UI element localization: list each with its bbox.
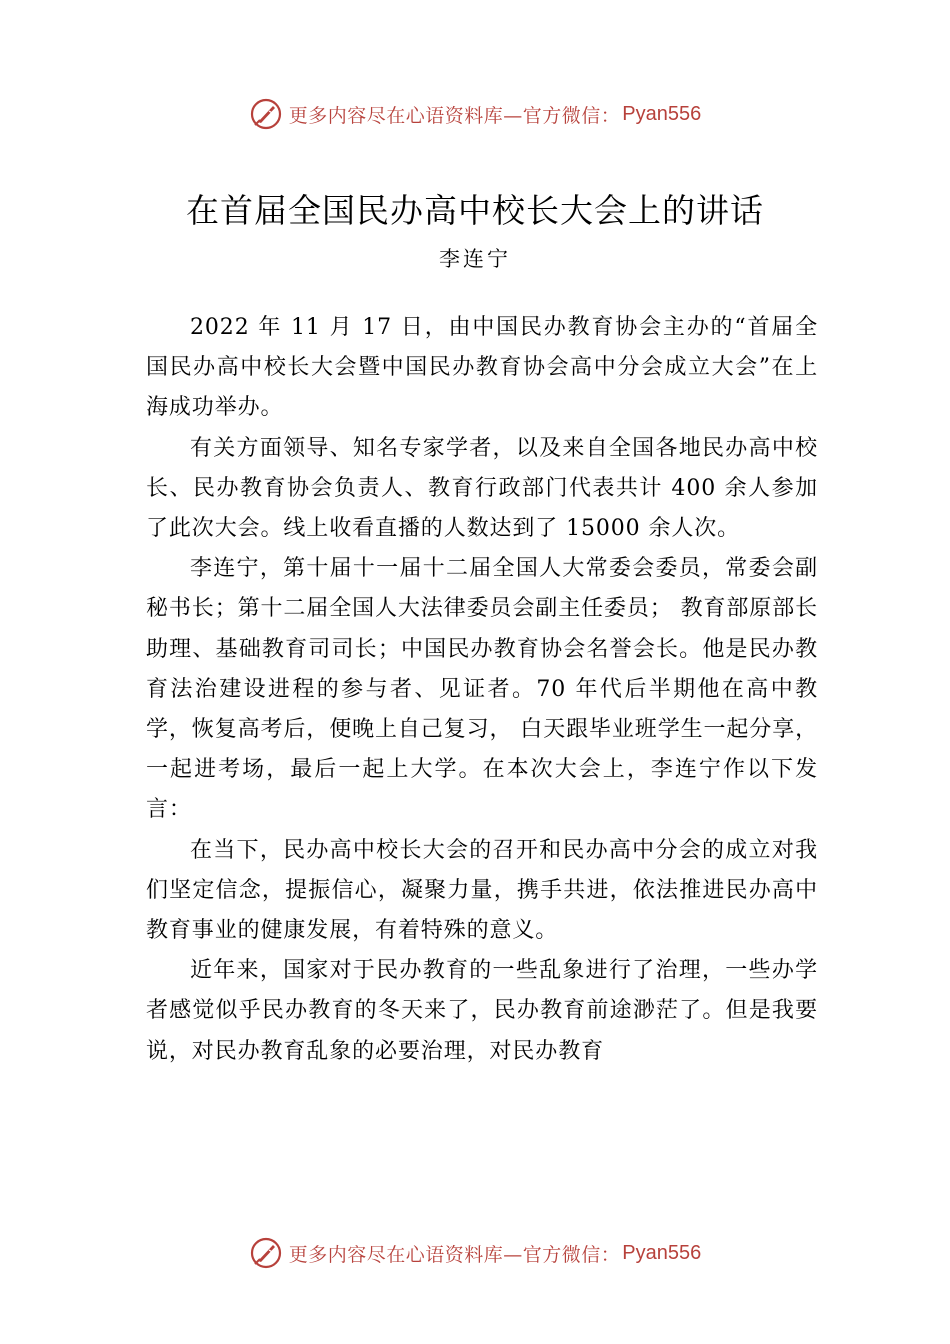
document-title: 在首届全国民办高中校长大会上的讲话 <box>186 191 764 230</box>
paragraph-4: 在当下，民办高中校长大会的召开和民办高中分会的成立对我们坚定信念，提振信心，凝聚力量，携手共进，依法推进民办高中教育事业的健康发展，有着特殊的意义。 <box>146 837 818 944</box>
paragraph-3: 李连宁，第十届十一届十二届全国人大常委会委员，常委会副秘书长；第十二届全国人大法律委员会副主任委员； 教育部原部长助理、基础教育司司长；中国民办教育协会名誉会长。他是民办教育法治建设进程的参与者、见证者。70 年代后半期他在高中教学，恢复高考后，便晚上自己复习， 白天跟毕业班学生一起分享，一起进考场，最后一起上大学。在本次大会上，李连宁作以下发言： <box>146 556 818 823</box>
document-author: 李连宁 <box>439 247 511 271</box>
header-banner <box>0 94 950 134</box>
paragraph-1: 2022 年 11 月 17 日，由中国民办教育协会主办的“首届全国民办高中校长大会暨中国民办教育协会高中分会成立大会”在上海成功举办。 <box>146 315 818 421</box>
document-body <box>146 308 818 1072</box>
footer-banner <box>0 1233 950 1273</box>
paragraph-5: 近年来，国家对于民办教育的一些乱象进行了治理，一些办学者感觉似乎民办教育的冬天来了，民办教育前途渺茫了。但是我要说，对民办教育乱象的必要治理，对民办教育 <box>146 958 818 1064</box>
banner-text: 更多内容尽在心语资料库—官方微信： <box>288 1243 621 1266</box>
banner-text: 更多内容尽在心语资料库—官方微信： <box>288 104 621 127</box>
quill-logo-icon <box>249 97 283 131</box>
paragraph-2: 有关方面领导、知名专家学者，以及来自全国各地民办高中校长、民办教育协会负责人、教育行政部门代表共计 400 余人参加了此次大会。线上收看直播的人数达到了 15000 余人次。 <box>146 435 818 542</box>
quill-logo-icon <box>249 1236 283 1270</box>
banner-wechat-id: Pyan556 <box>622 102 702 125</box>
banner-wechat-id: Pyan556 <box>622 1241 702 1264</box>
